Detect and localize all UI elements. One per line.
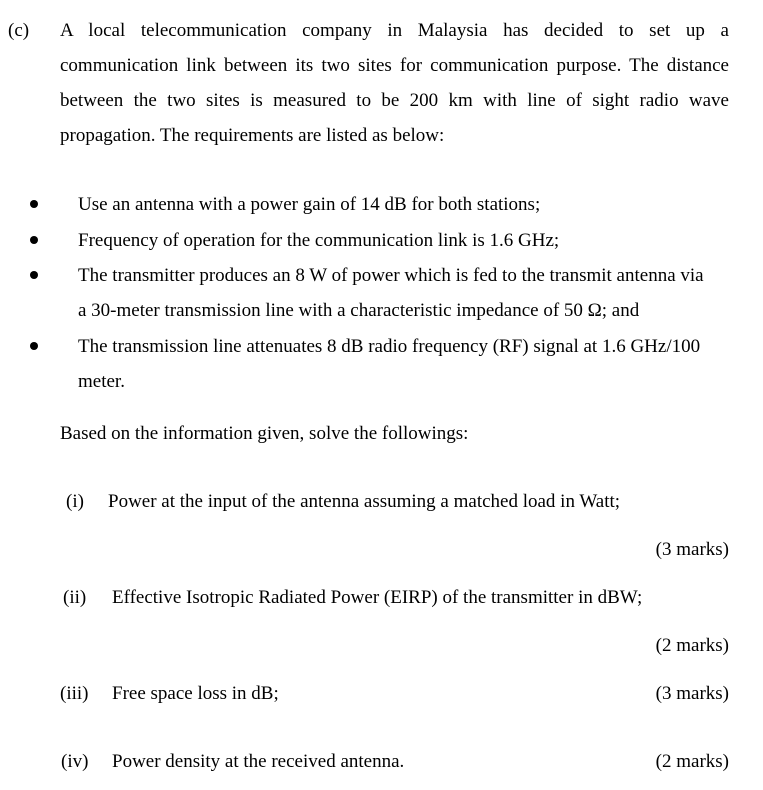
intro-line-1: A local telecommunication company in Malaysia has decided to set up a (60, 20, 729, 41)
part-ii-number: (ii) (63, 587, 87, 608)
part-i-text: Power at the input of the antenna assuming a matched load in Watt; (108, 491, 621, 512)
part-ii-text: Effective Isotropic Radiated Power (EIRP) of the transmitter in dBW; (112, 587, 643, 608)
intro-line-3: between the two sites is measured to be 200 km with line of sight radio wave (60, 90, 729, 111)
question-label: (c) (8, 20, 30, 41)
bullet-4-line-2: meter. (78, 371, 125, 392)
part-iii-marks: (3 marks) (655, 683, 729, 704)
part-iv-marks: (2 marks) (655, 751, 729, 772)
bullet-icon (30, 271, 38, 279)
part-iv-number: (iv) (61, 751, 89, 772)
part-iii-text: Free space loss in dB; (112, 683, 279, 704)
part-ii-marks: (2 marks) (655, 635, 729, 656)
part-i-number: (i) (66, 491, 84, 512)
bullet-4-line-1: The transmission line attenuates 8 dB radio frequency (RF) signal at 1.6 GHz/100 (78, 336, 701, 357)
intro-line-2: communication link between its two sites for communication purpose. The distance (60, 55, 729, 76)
bullet-icon (30, 200, 38, 208)
bullet-3-line-1: The transmitter produces an 8 W of power which is fed to the transmit antenna via (78, 265, 704, 286)
bullet-3-line-2: a 30-meter transmission line with a characteristic impedance of 50 Ω; and (78, 300, 640, 321)
bullet-2: Frequency of operation for the communication link is 1.6 GHz; (78, 230, 560, 251)
intro-line-4: propagation. The requirements are listed as below: (60, 125, 445, 146)
instruction: Based on the information given, solve the followings: (60, 423, 469, 444)
part-i-marks: (3 marks) (655, 539, 729, 560)
bullet-icon (30, 342, 38, 350)
part-iii-number: (iii) (60, 683, 89, 704)
part-iv-text: Power density at the received antenna. (112, 751, 405, 772)
bullet-icon (30, 236, 38, 244)
bullet-1: Use an antenna with a power gain of 14 dB for both stations; (78, 194, 541, 215)
